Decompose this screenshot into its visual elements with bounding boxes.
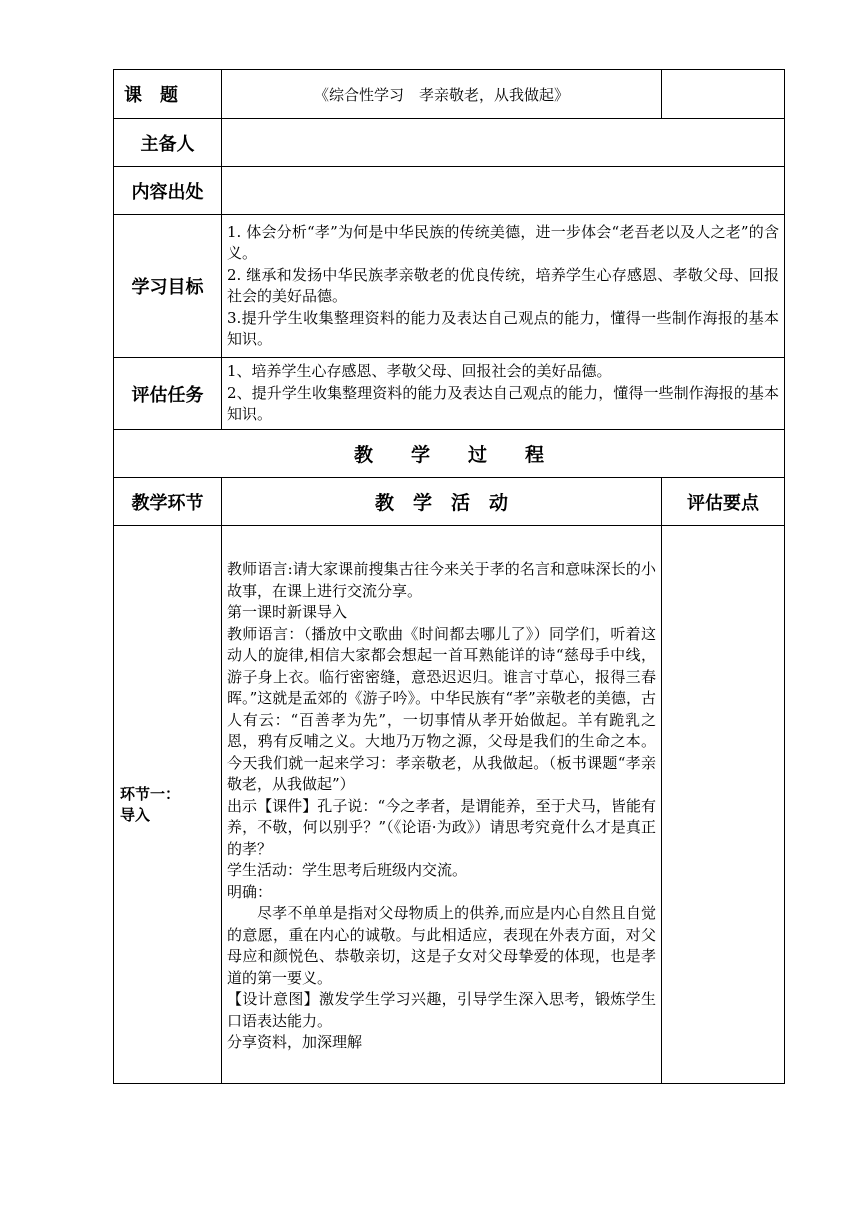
goal-item: 3.提升学生收集整理资料的能力及表达自己观点的能力，懂得一些制作海报的基本知识。 <box>227 308 779 348</box>
source-label: 内容出处 <box>114 167 222 215</box>
stage1-row <box>114 526 785 1084</box>
column-header-row <box>114 478 785 526</box>
source-value <box>222 167 785 215</box>
goal-item: 2. 继承和发扬中华民族孝亲敬老的优良传统，培养学生心存感恩、孝敬父母、回报社会的美好品德。 <box>227 265 779 305</box>
stage1-paragraph: 出示【课件】孔子说：“今之孝者，是谓能养，至于犬马，皆能有养，不敬，何以别乎？”（《论语·为政》）请思考究竟什么才是真正的孝？ <box>227 796 656 858</box>
process-heading: 教 学 过 程 <box>114 430 785 478</box>
stage1-paragraph: 教师语言：（播放中文歌曲《时间都去哪儿了》）同学们，听着这动人的旋律,相信大家都会想起一首耳熟能详的诗“慈母手中线，游子身上衣。临行密密缝，意恐迟迟归。谁言寸草心，报得三春晖。”这就是孟郊的《游子吟》。中华民族有“孝”亲敬老的美德，古人有云：“百善孝为先”，一切事情从孝开始做起。羊有跪乳之恩，鸦有反哺之义。大地乃万物之源，父母是我们的生命之本。今天我们就一起来学习：孝亲敬老，从我做起。（板书课题“孝亲敬老，从我做起”） <box>227 624 656 794</box>
stage1-paragraph: 学生活动：学生思考后班级内交流。 <box>227 861 468 880</box>
assessment-item: 1、培养学生心存感恩、孝敬父母、回报社会的美好品德。 <box>227 362 612 381</box>
preparer-row <box>114 119 785 167</box>
stage1-indented-paragraph: 尽孝不单单是指对父母物质上的供养,而应是内心自然且自觉的意愿，重在内心的诚敬。与此相适应，表现在外表方面，对父母应和颜悦色、恭敬亲切，这是子女对父母挚爱的体现，也是孝道的第一要义。 <box>227 904 656 987</box>
stage1-label-line1: 环节一： <box>120 784 181 803</box>
col-stage-header: 教学环节 <box>114 478 222 526</box>
preparer-label: 主备人 <box>114 119 222 167</box>
col-activity-header: 教 学 活 动 <box>222 478 662 526</box>
goals-row <box>114 215 785 358</box>
assessment-row <box>114 358 785 430</box>
source-row <box>114 167 785 215</box>
stage1-design-intent: 【设计意图】激发学生学习兴趣，引导学生深入思考，锻炼学生口语表达能力。 <box>227 990 656 1030</box>
stage1-paragraph: 第一课时新课导入 <box>227 603 348 622</box>
process-heading-row <box>114 430 785 478</box>
stage1-paragraph: 明确： <box>227 882 273 901</box>
preparer-value <box>222 119 785 167</box>
stage1-activity <box>222 526 662 1084</box>
assessment-label: 评估任务 <box>114 358 222 430</box>
topic-label: 课 题 <box>114 70 222 119</box>
goals-label: 学习目标 <box>114 215 222 358</box>
stage1-paragraph: 教师语言:请大家课前搜集古往今来关于孝的名言和意味深长的小故事，在课上进行交流分享。 <box>227 560 656 600</box>
lesson-plan-table <box>113 69 785 1084</box>
col-points-header: 评估要点 <box>662 478 785 526</box>
stage1-label <box>114 526 222 1084</box>
topic-extra-cell <box>662 70 785 119</box>
goals-content <box>222 215 785 358</box>
stage1-points-cell <box>662 526 785 1084</box>
stage1-label-line2: 导入 <box>120 805 151 824</box>
topic-row <box>114 70 785 119</box>
topic-value: 《综合性学习 孝亲敬老，从我做起》 <box>222 70 662 119</box>
assessment-item: 2、提升学生收集整理资料的能力及表达自己观点的能力，懂得一些制作海报的基本知识。 <box>227 383 779 424</box>
stage1-last-line: 分享资料，加深理解 <box>227 1033 363 1052</box>
goal-item: 1. 体会分析“孝”为何是中华民族的传统美德，进一步体会“老吾老以及人之老”的含义。 <box>227 222 779 262</box>
assessment-content <box>222 358 785 430</box>
